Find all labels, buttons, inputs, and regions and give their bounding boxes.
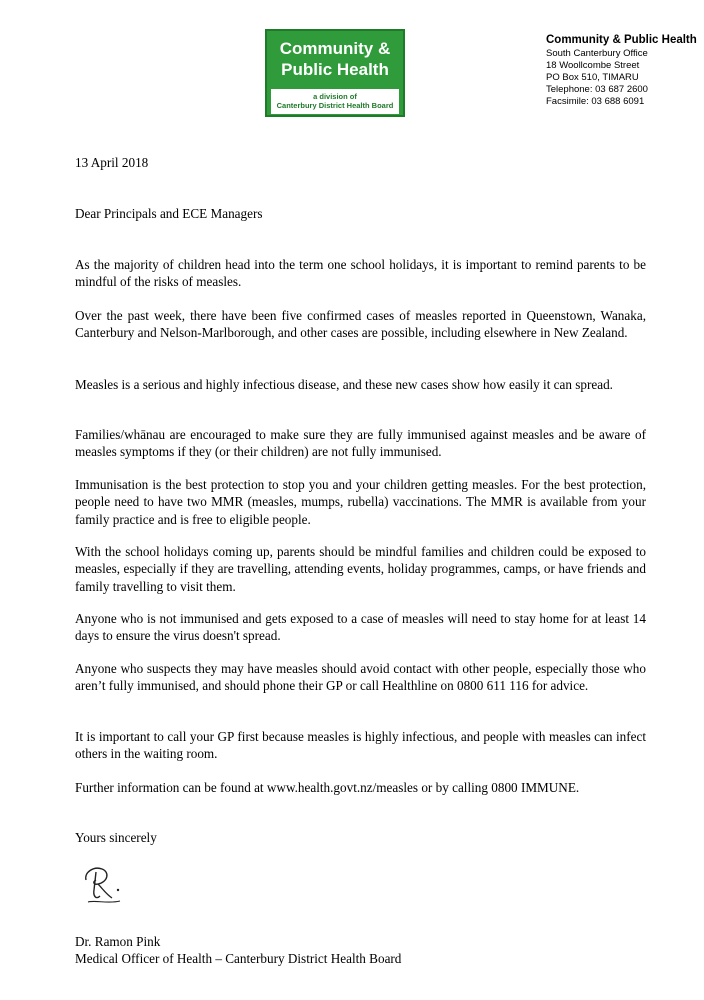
letter-closing: Yours sincerely: [75, 830, 157, 845]
letter-salutation: Dear Principals and ECE Managers: [75, 206, 263, 221]
logo-subtitle-box: [271, 89, 399, 114]
address-office: South Canterbury Office: [546, 48, 648, 59]
address-organisation: Community & Public Health: [546, 34, 697, 46]
logo-line-1: Community &: [279, 39, 391, 58]
letter-date: 13 April 2018: [75, 155, 149, 170]
letter-paragraph: Families/whānau are encouraged to make sure they are fully immunised against measles and be aware of measles symptoms if they (or their children) are not fully immunised.: [75, 427, 646, 460]
signer-block: [75, 933, 401, 968]
address-telephone: Telephone: 03 687 2600: [546, 84, 648, 95]
letter-paragraph: Over the past week, there have been five confirmed cases of measles reported in Queenstown, Wanaka, Canterbury and Nelson-Marlborough, and other cases are possible, including elsewhere in New Zealand.: [75, 308, 646, 341]
sender-address: [546, 34, 697, 108]
letter-paragraph: Anyone who suspects they may have measles should avoid contact with other people, especially those who aren’t fully immunised, and should phone their GP or call Healthline on 0800 611 116 for advice.: [75, 661, 646, 694]
logo-subtitle-2: Canterbury District Health Board: [276, 101, 394, 110]
signer-name: Dr. Ramon Pink: [75, 934, 161, 949]
letter-paragraph: Immunisation is the best protection to stop you and your children getting measles. For the best protection, people need to have two MMR (measles, mumps, rubella) vaccinations. The MMR is available from your family practice and is free to eligible people.: [75, 477, 646, 527]
signer-title: Medical Officer of Health – Canterbury District Health Board: [75, 951, 402, 967]
address-facsimile: Facsimile: 03 688 6091: [546, 96, 645, 107]
address-po-box: PO Box 510, TIMARU: [546, 72, 639, 83]
address-street: 18 Woollcombe Street: [546, 60, 640, 71]
letter-paragraph: With the school holidays coming up, parents should be mindful families and children could be exposed to measles, especially if they are travelling, attending events, holiday programmes, camps, or have friends and family travelling to visit them.: [75, 544, 646, 594]
letter-paragraph: Further information can be found at www.health.govt.nz/measles or by calling 0800 IMMUNE.: [75, 780, 580, 795]
letter-paragraph: Measles is a serious and highly infectious disease, and these new cases show how easily it can spread.: [75, 377, 613, 392]
letter-paragraph: It is important to call your GP first because measles is highly infectious, and people with measles can infect others in the waiting room.: [75, 729, 646, 762]
organisation-logo: [265, 29, 405, 117]
letter-paragraph: As the majority of children head into the term one school holidays, it is important to remind parents to be mindful of the risks of measles.: [75, 257, 646, 290]
letter-paragraph: Anyone who is not immunised and gets exposed to a case of measles will need to stay home for at least 14 days to ensure the virus doesn't spread.: [75, 611, 646, 644]
logo-subtitle-1: a division of: [313, 92, 357, 101]
logo-line-2: Public Health: [281, 60, 389, 79]
handwritten-signature: [80, 860, 130, 912]
